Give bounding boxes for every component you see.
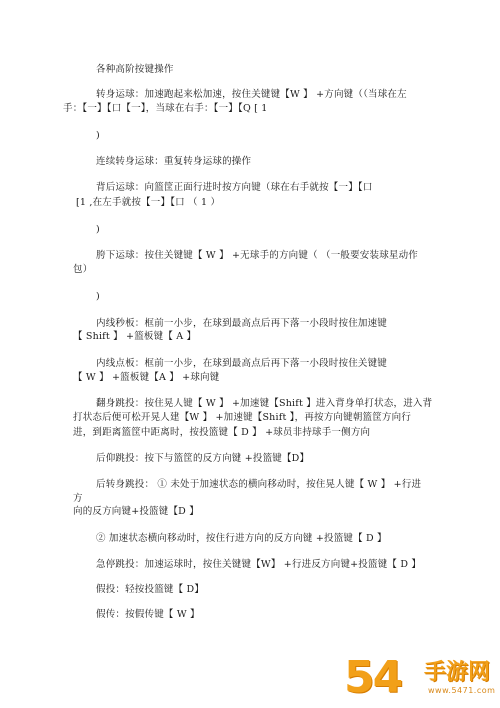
watermark-brand: 手游网	[424, 660, 491, 685]
doc-line: 后仰跳投：按下与篮筐的反方向键 +投篮键【D】	[96, 453, 310, 464]
doc-line: 转身运球：加速跑起来松加速，按住关键键【W 】 +方向键（（当球在左	[96, 89, 407, 100]
watermark-number: 54	[344, 652, 402, 703]
doc-line: 翻身跳投：按住晃人键【 W 】 +加速键【Shift 】进入背身单打状态，进入背	[96, 398, 433, 409]
doc-line: 胯下运球：按住关键键【 W 】 +无球手的方向键（ （一般要安装球星动作	[96, 250, 419, 261]
doc-line: 内线点板：框前一小步，在球到最高点后再下落一小段时按住关键键	[96, 358, 388, 369]
doc-line: [1 ,在左手就按【一】【口 （ 1 ）	[76, 197, 221, 208]
site-watermark	[344, 652, 494, 704]
doc-line: 内线秒板：框前一小步，在球到最高点后再下落一小段时按住加速键	[96, 318, 388, 329]
doc-heading: 各种高阶按键操作	[96, 64, 174, 75]
doc-line: 假投：轻按投篮键【 D】	[96, 584, 205, 595]
doc-line: 手：【一】【口【一】，当球在右手：【一】【Q [ 1	[63, 103, 268, 114]
doc-line: 方	[73, 493, 83, 504]
doc-line: 急停跳投：加速运球时，按住关键键【W】 +行进反方向键+投篮键【 D 】	[96, 559, 422, 570]
doc-line: 连续转身运球：重复转身运球的操作	[96, 156, 252, 167]
doc-line: )	[96, 224, 100, 235]
doc-line: 后转身跳投： ① 未处于加速状态的横向移动时，按住晃人键【 W 】 +行进	[96, 479, 422, 490]
doc-line: 进，到距离篮筐中距离时，按投篮键【 D 】 +球员非持球手一侧方向	[73, 427, 371, 438]
doc-line: 背后运球：向篮筐正面行进时按方向键（球在右手就按【一】【口	[96, 182, 373, 193]
doc-line: 包）	[73, 264, 93, 275]
doc-line: 【 W 】 +篮板键【A 】 +球向键	[73, 372, 220, 383]
doc-line: )	[96, 291, 100, 302]
doc-line: 【 Shift 】 +篮板键【 A 】	[73, 331, 197, 342]
doc-line: 假传：按假传键【 W 】	[96, 609, 200, 620]
watermark-url: www.5471.com	[428, 686, 496, 695]
doc-line: 打状态后便可松开晃人建【W 】 +加速键【Shift 】，再按方向键朝篮筐方向行	[73, 412, 412, 423]
doc-line: ② 加速状态横向移动时，按住行进方向的反方向键 +投篮键【 D 】	[96, 533, 387, 544]
doc-line: 向的反方向键+投篮键【D 】	[73, 506, 199, 517]
doc-line: )	[96, 130, 100, 141]
